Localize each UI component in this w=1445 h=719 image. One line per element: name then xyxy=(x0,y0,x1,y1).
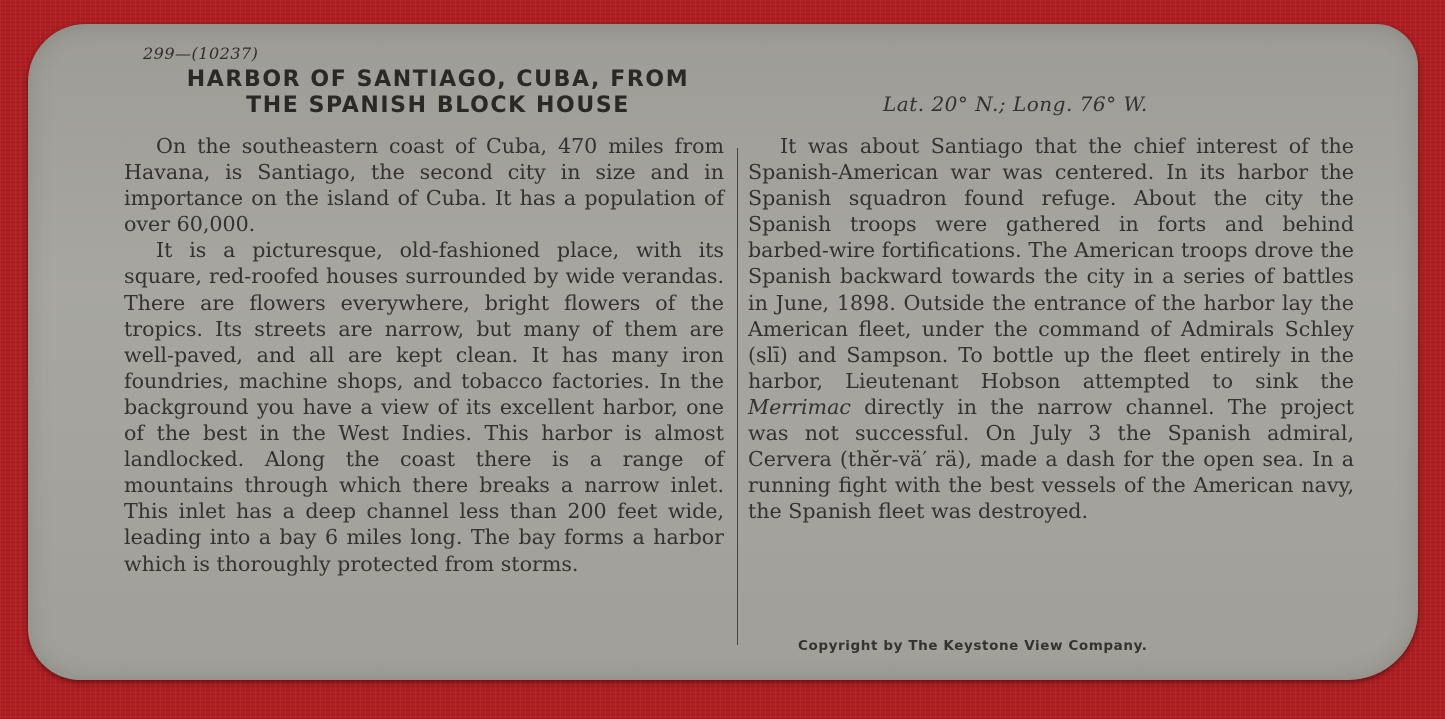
column-divider xyxy=(737,148,738,645)
left-column xyxy=(124,133,724,577)
history-text-part-2: directly in the narrow channel. The project was not successful. On July 3 the Spanish admiral, Cervera (thĕr-vä′ rä), made a dash for the open sea. In a running fight with the best vessels of the American navy, the Spanish fleet was destroyed. xyxy=(748,394,1354,524)
stereoview-card-back xyxy=(28,24,1418,680)
coordinates: Lat. 20° N.; Long. 76° W. xyxy=(883,92,1148,116)
title-line-1: HARBOR OF SANTIAGO, CUBA, FROM xyxy=(186,67,690,92)
paragraph-intro: On the southeastern coast of Cuba, 470 miles from Havana, is Santiago, the second city in size and in importance on the island of Cuba. It has a population of over 60,000. xyxy=(124,134,724,237)
right-column xyxy=(748,133,1354,524)
paragraph-history xyxy=(748,133,1354,524)
card-number: 299—(10237) xyxy=(143,44,259,63)
paragraph-description: It is a picturesque, old-fashioned place, with its square, red-roofed houses surrounded by wide verandas. There are flowers everywhere, bright flowers of the tropics. Its streets are narrow, but many of them are well-paved, and all are kept clean. It has many iron foundries, machine shops, and tobacco factories. In the background you have a view of its excellent harbor, one of the best in the West Indies. This harbor is almost landlocked. Along the coast there is a range of mountains through which there breaks a narrow inlet. This inlet has a deep channel less than 200 feet wide, leading into a bay 6 miles long. The bay forms a harbor which is thoroughly protected from storms. xyxy=(124,238,724,576)
copyright-notice: Copyright by The Keystone View Company. xyxy=(798,638,1148,654)
history-text-part-1: It was about Santiago that the chief interest of the Spanish-American war was centered. In its harbor the Spanish squadron found refuge. About the city the Spanish troops were gathered in forts and behind barbed-wire fortifications. The American troops drove the Spanish backward towards the city in a series of battles in June, 1898. Outside the entrance of the harbor lay the American fleet, under the command of Admirals Schley (slī) and Sampson. To bottle up the fleet entirely in the harbor, Lieutenant Hobson attempted to sink the xyxy=(748,134,1354,393)
card-title xyxy=(128,67,748,119)
title-line-2: THE SPANISH BLOCK HOUSE xyxy=(246,93,630,118)
ship-name: Merrimac xyxy=(748,394,851,419)
